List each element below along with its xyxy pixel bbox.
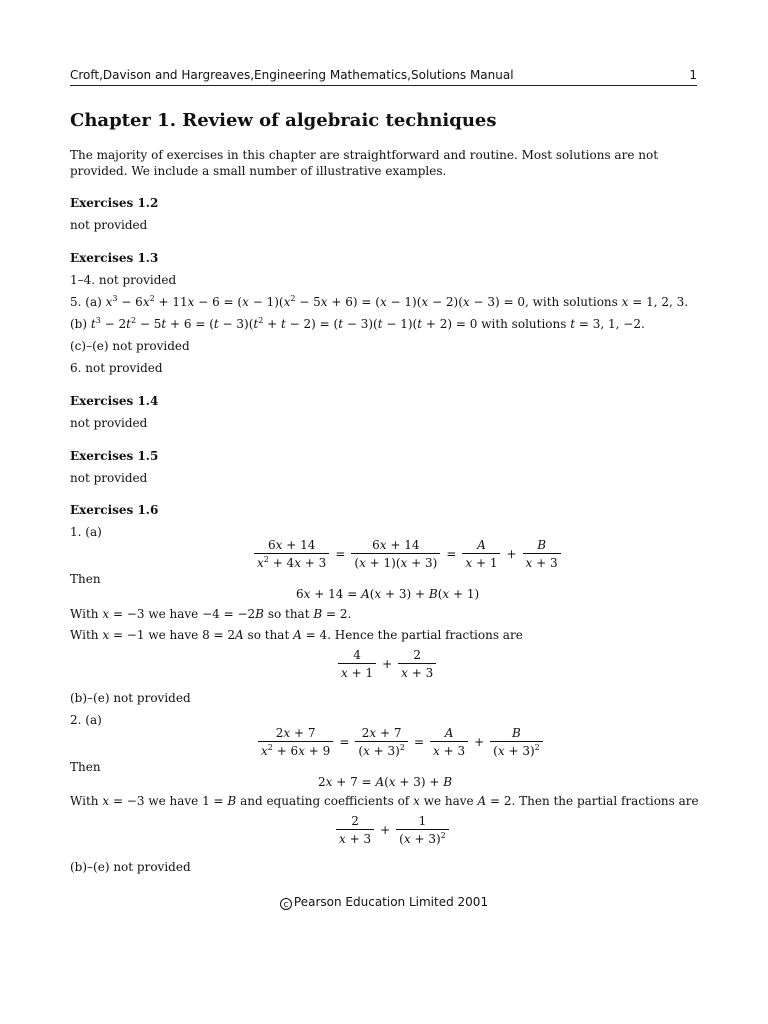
- question-1a-label: 1. (a): [70, 525, 102, 539]
- intro-paragraph: The majority of exercises in this chapter are straightforward and routine. Most solutions are not provided. We include a small number of illustrative examples.: [70, 148, 659, 178]
- section-1-3-line-6: 6. not provided: [70, 361, 163, 375]
- question-2be: (b)–(e) not provided: [70, 860, 191, 874]
- chapter-title: Chapter 1. Review of algebraic techniques: [70, 110, 497, 131]
- equation-2a-decomposition: $\frac{2x + 7}{x^2 + 6x + 9}$ = $\frac{2x + 7}{(x + 3)^2}$ = $\frac{A}{x + 3}$ + $\frac{B}{(x + 3)^2}$: [256, 726, 545, 758]
- section-1-3-line-5b: (b) $t^3 - 2t^2 - 5t + 6 = (t - 3)(t^2 + t - 2) = (t - 3)(t - 1)(t + 2) = 0$ with solutions t = 3, 1, −2.: [70, 316, 645, 331]
- section-heading-1-4: Exercises 1.4: [70, 394, 159, 408]
- equation-1a-decomposition: $\frac{6x + 14}{x^2 + 4x + 3}$ = $\frac{6x + 14}{(x + 1)(x + 3)}$ = $\frac{A}{x + 1}$ + $\frac{B}{x + 3}$: [252, 538, 563, 570]
- question-2a-label: 2. (a): [70, 713, 102, 727]
- section-heading-1-2: Exercises 1.2: [70, 196, 159, 210]
- section-1-4-text: not provided: [70, 416, 148, 430]
- section-1-2-text: not provided: [70, 218, 148, 232]
- with-line-2: With x = −1 we have 8 = 2A so that A = 4. Hence the partial fractions are: [70, 628, 523, 642]
- equation-2a-result: $\frac{2}{x + 3}$ + $\frac{1}{(x + 3)^2}$: [334, 814, 451, 846]
- with-line-3: With x = −3 we have 1 = B and equating coefficients of x we have A = 2. Then the partial fractions are: [70, 794, 699, 808]
- section-heading-1-6: Exercises 1.6: [70, 503, 159, 517]
- footer-copyright-text: Pearson Education Limited 2001: [293, 895, 489, 909]
- then-2: Then: [70, 760, 101, 774]
- equation-1a-result: $\frac{4}{x + 1}$ + $\frac{2}{x + 3}$: [336, 648, 438, 680]
- section-1-3-line-ce: (c)–(e) not provided: [70, 339, 190, 353]
- section-heading-1-5: Exercises 1.5: [70, 449, 159, 463]
- section-heading-1-3: Exercises 1.3: [70, 251, 159, 265]
- equation-2a-identity: 2x + 7 = A(x + 3) + B: [318, 775, 453, 789]
- page-number: 1: [689, 68, 697, 82]
- question-1be: (b)–(e) not provided: [70, 691, 191, 705]
- footer-copyright: [0, 895, 768, 910]
- header-rule: [70, 85, 697, 86]
- running-header-title: Croft,Davison and Hargreaves,Engineering Mathematics,Solutions Manual: [70, 68, 514, 82]
- section-1-3-line-1-4: 1–4. not provided: [70, 273, 177, 287]
- equation-1a-identity: 6x + 14 = A(x + 3) + B(x + 1): [296, 587, 480, 601]
- copyright-icon: c: [280, 898, 292, 910]
- then-1: Then: [70, 572, 101, 586]
- section-1-3-line-5a: 5. (a) $x^3 - 6x^2 + 11x - 6 = (x - 1)(x^2 - 5x + 6) = (x - 1)(x - 2)(x - 3) = 0$, with solutions x = 1, 2, 3.: [70, 294, 689, 309]
- section-1-5-text: not provided: [70, 471, 148, 485]
- with-line-1: With x = −3 we have −4 = −2B so that B = 2.: [70, 607, 352, 621]
